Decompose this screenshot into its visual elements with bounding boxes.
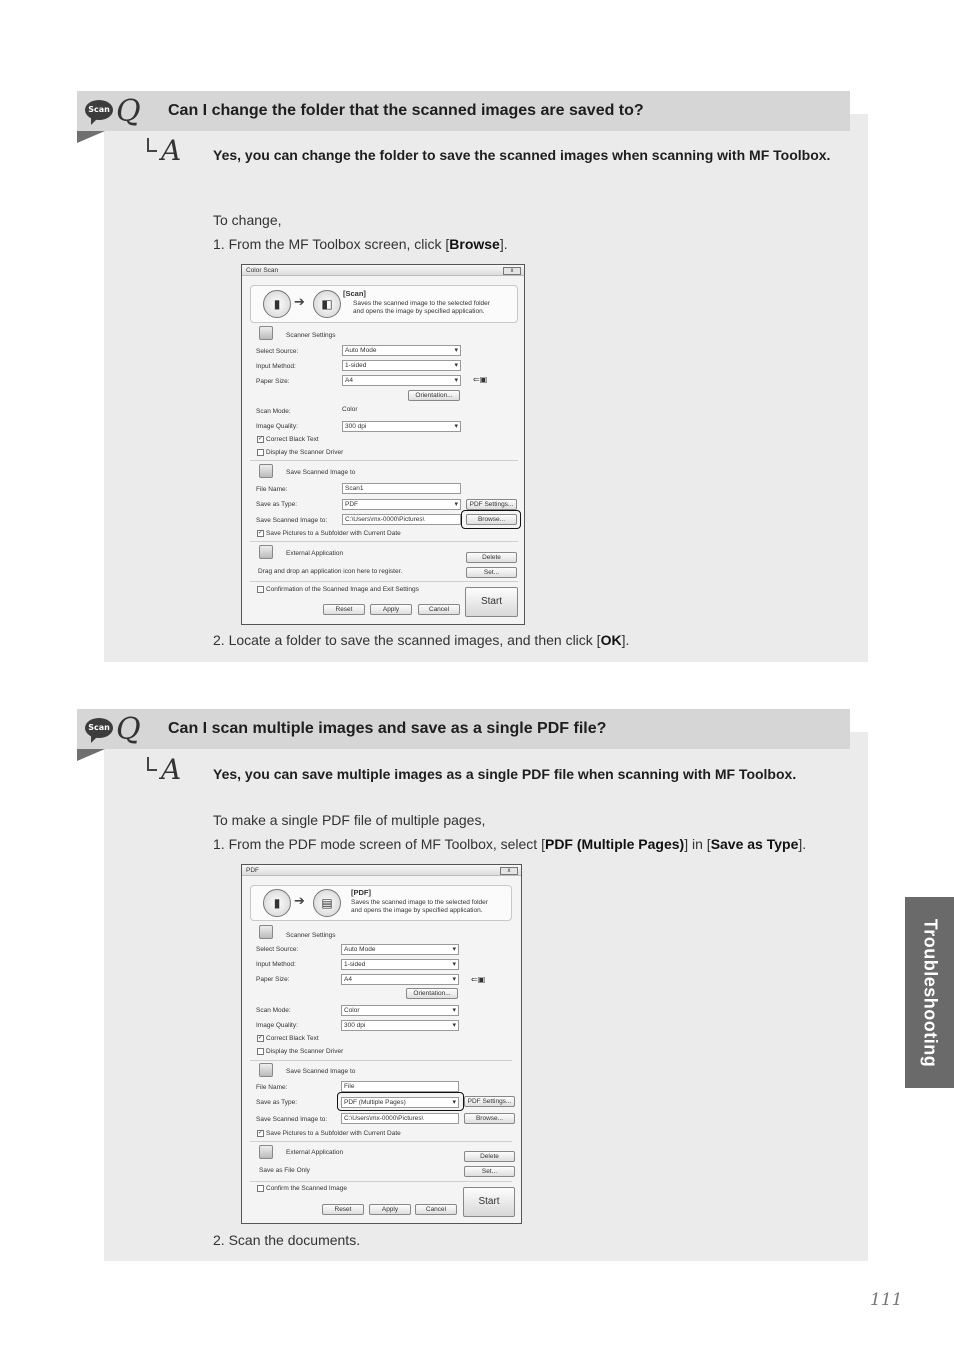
drag-drop-hint: Drag and drop an application icon here to register. bbox=[258, 568, 403, 575]
option-label: Correct Black Text bbox=[266, 1035, 319, 1042]
save-folder-icon bbox=[259, 1063, 273, 1077]
field-label: Save Scanned Image to: bbox=[256, 517, 328, 524]
option-label: Display the Scanner Driver bbox=[266, 1048, 344, 1055]
field-label: Image Quality: bbox=[256, 1022, 298, 1029]
scanner-settings-icon bbox=[259, 326, 273, 340]
input-method-combo[interactable]: 1-sided ▾ bbox=[341, 959, 459, 970]
set-button[interactable]: Set... bbox=[464, 1166, 515, 1177]
option-label: Save Pictures to a Subfolder with Current Date bbox=[266, 1130, 401, 1137]
scanner-icon: ▮ bbox=[263, 290, 291, 318]
section-label: Scanner Settings bbox=[286, 332, 336, 339]
cancel-button[interactable]: Cancel bbox=[415, 1204, 457, 1215]
step-text: ]. bbox=[621, 632, 630, 648]
scan-badge-icon: Scan bbox=[85, 718, 113, 738]
mode-title: [Scan] bbox=[343, 289, 366, 298]
pdf-settings-button[interactable]: PDF Settings... bbox=[464, 1096, 515, 1107]
step2-text-1 bbox=[213, 632, 629, 648]
divider bbox=[250, 460, 518, 461]
question-bar-1 bbox=[77, 91, 850, 131]
intro-text-1: To change, bbox=[213, 212, 282, 228]
close-icon[interactable]: x bbox=[500, 867, 518, 875]
orientation-button[interactable]: Orientation... bbox=[408, 390, 460, 401]
divider bbox=[250, 1060, 512, 1061]
input-method-combo[interactable]: 1-sided ▾ bbox=[342, 360, 461, 371]
step1-text-2 bbox=[213, 836, 806, 852]
step-bold: OK bbox=[600, 632, 622, 648]
dialog-title: PDF bbox=[246, 867, 259, 874]
field-label: Input Method: bbox=[256, 961, 296, 968]
field-label: Save as Type: bbox=[256, 501, 298, 508]
correct-black-text-checkbox[interactable]: ✓ bbox=[258, 436, 264, 442]
q-marker: Q bbox=[116, 94, 141, 129]
save-path-input[interactable]: C:\Users\mx-0000\Pictures\ bbox=[342, 514, 461, 525]
field-label: Save as Type: bbox=[256, 1099, 298, 1106]
step-bold: PDF (Multiple Pages) bbox=[544, 836, 685, 852]
a-marker: A bbox=[161, 753, 182, 786]
field-label: Paper Size: bbox=[256, 378, 290, 385]
apply-button[interactable]: Apply bbox=[369, 1204, 411, 1215]
mode-panel bbox=[250, 885, 512, 921]
field-label: File Name: bbox=[256, 1084, 288, 1091]
divider bbox=[250, 581, 518, 582]
select-source-combo[interactable]: Auto Mode ▾ bbox=[341, 944, 459, 955]
question-bar-2 bbox=[77, 709, 850, 749]
q-bar-fold bbox=[77, 131, 105, 143]
step-text: ] in [ bbox=[684, 836, 711, 852]
option-label: Correct Black Text bbox=[266, 436, 319, 443]
scan-mode-combo[interactable]: Color ▾ bbox=[341, 1005, 459, 1016]
step2-text-2: 2. Scan the documents. bbox=[213, 1232, 361, 1248]
option-label: Confirmation of the Scanned Image and Exit Settings bbox=[266, 586, 419, 593]
color-scan-dialog bbox=[241, 264, 525, 625]
confirmation-checkbox[interactable] bbox=[257, 586, 264, 593]
dialog-titlebar bbox=[242, 265, 524, 276]
field-label: Input Method: bbox=[256, 363, 296, 370]
swap-icon[interactable]: ⇐▣ bbox=[473, 375, 488, 384]
save-as-file-only: Save as File Only bbox=[259, 1167, 310, 1174]
browse-button[interactable]: Browse... bbox=[464, 1113, 515, 1124]
field-label: Scan Mode: bbox=[256, 408, 291, 415]
browse-button[interactable]: Browse... bbox=[466, 514, 517, 525]
dialog-title: Color Scan bbox=[246, 267, 279, 274]
pdf-dialog bbox=[241, 864, 522, 1224]
answer-text-2: Yes, you can save multiple images as a single PDF file when scanning with MF Toolbox. bbox=[213, 766, 797, 782]
step-bold: Save as Type bbox=[710, 836, 799, 852]
scan-badge-icon: Scan bbox=[85, 100, 113, 120]
page-number: 111 bbox=[870, 1290, 903, 1310]
external-app-icon bbox=[259, 1145, 273, 1159]
image-quality-combo[interactable]: 300 dpi ▾ bbox=[341, 1020, 459, 1031]
field-label: Scan Mode: bbox=[256, 1007, 291, 1014]
apply-button[interactable]: Apply bbox=[370, 604, 412, 615]
external-app-icon bbox=[259, 545, 273, 559]
confirm-checkbox[interactable] bbox=[257, 1185, 264, 1192]
step-text: 1. From the MF Toolbox screen, click [ bbox=[213, 236, 450, 252]
mode-panel bbox=[250, 285, 518, 323]
divider bbox=[250, 1181, 512, 1182]
save-path-input[interactable]: C:\Users\mx-0000\Pictures\ bbox=[341, 1113, 459, 1124]
paper-size-combo[interactable]: A4 ▾ bbox=[342, 375, 461, 386]
mode-desc: Saves the scanned image to the selected folder bbox=[353, 300, 490, 307]
paper-size-combo[interactable]: A4 ▾ bbox=[341, 974, 459, 985]
cancel-button[interactable]: Cancel bbox=[418, 604, 460, 615]
pdf-file-icon: ▤ bbox=[313, 889, 341, 917]
option-label: Display the Scanner Driver bbox=[266, 449, 344, 456]
question-text-2: Can I scan multiple images and save as a single PDF file? bbox=[168, 720, 607, 737]
section-label: Save Scanned Image to bbox=[286, 1068, 356, 1075]
section-label: External Application bbox=[286, 1149, 344, 1156]
arrow-right-icon: ➔ bbox=[294, 294, 305, 309]
select-source-combo[interactable]: Auto Mode ▾ bbox=[342, 345, 461, 356]
field-label: Save Scanned Image to: bbox=[256, 1116, 328, 1123]
reset-button[interactable]: Reset bbox=[323, 604, 365, 615]
answer-text-1: Yes, you can change the folder to save the scanned images when scanning with MF Toolbox. bbox=[213, 147, 831, 163]
delete-button[interactable]: Delete bbox=[464, 1151, 515, 1162]
orientation-button[interactable]: Orientation... bbox=[406, 988, 458, 999]
a-marker: A bbox=[161, 134, 182, 167]
start-button[interactable]: Start bbox=[463, 1187, 515, 1217]
mode-title: [PDF] bbox=[351, 888, 371, 897]
side-tab-label: Troubleshooting bbox=[920, 918, 940, 1067]
field-label: File Name: bbox=[256, 486, 288, 493]
step-text: ]. bbox=[499, 236, 508, 252]
answer-corner-icon bbox=[147, 757, 157, 771]
set-button[interactable]: Set... bbox=[466, 567, 517, 578]
display-driver-checkbox[interactable] bbox=[257, 449, 264, 456]
pdf-settings-button[interactable]: PDF Settings... bbox=[466, 499, 517, 510]
section-side-tab bbox=[905, 897, 954, 1088]
reset-button[interactable]: Reset bbox=[322, 1204, 364, 1215]
swap-icon[interactable]: ⇐▣ bbox=[471, 975, 486, 984]
start-button[interactable]: Start bbox=[465, 587, 518, 617]
step-text: 2. Locate a folder to save the scanned images, and then click [ bbox=[213, 632, 601, 648]
image-quality-combo[interactable]: 300 dpi ▾ bbox=[342, 421, 461, 432]
file-name-input[interactable]: File bbox=[341, 1081, 459, 1092]
option-label: Confirm the Scanned Image bbox=[266, 1185, 347, 1192]
section-label: Save Scanned Image to bbox=[286, 469, 356, 476]
section-label: Scanner Settings bbox=[286, 932, 336, 939]
q-marker: Q bbox=[116, 712, 141, 747]
answer-corner-icon bbox=[147, 138, 157, 152]
section-label: External Application bbox=[286, 550, 344, 557]
save-as-type-combo[interactable]: PDF (Multiple Pages) ▾ bbox=[341, 1097, 459, 1108]
subfolder-checkbox[interactable]: ✓ bbox=[258, 530, 264, 536]
divider bbox=[250, 541, 518, 542]
intro-text-2: To make a single PDF file of multiple pages, bbox=[213, 812, 486, 828]
step-text: 1. From the PDF mode screen of MF Toolbox, select [ bbox=[213, 836, 545, 852]
folder-icon: ◧ bbox=[313, 290, 341, 318]
step-bold: Browse bbox=[449, 236, 500, 252]
browse-highlight bbox=[461, 510, 521, 529]
file-name-input[interactable]: Scan1 bbox=[342, 483, 461, 494]
save-as-type-combo[interactable]: PDF ▾ bbox=[342, 499, 461, 510]
mode-desc: Saves the scanned image to the selected folder bbox=[351, 899, 488, 906]
close-icon[interactable]: x bbox=[503, 267, 521, 275]
save-as-type-highlight bbox=[337, 1092, 464, 1111]
field-label: Paper Size: bbox=[256, 976, 290, 983]
option-label: Save Pictures to a Subfolder with Current Date bbox=[266, 530, 401, 537]
step1-text-1 bbox=[213, 236, 508, 252]
mode-desc: and opens the image by specified application. bbox=[351, 907, 483, 914]
question-text-1: Can I change the folder that the scanned images are saved to? bbox=[168, 102, 644, 119]
field-label: Select Source: bbox=[256, 348, 299, 355]
correct-black-text-checkbox[interactable]: ✓ bbox=[258, 1035, 264, 1041]
field-label: Select Source: bbox=[256, 946, 299, 953]
divider bbox=[250, 1141, 512, 1142]
save-folder-icon bbox=[259, 464, 273, 478]
scanner-settings-icon bbox=[259, 925, 273, 939]
display-driver-checkbox[interactable] bbox=[257, 1048, 264, 1055]
mode-desc: and opens the image by specified application. bbox=[353, 308, 485, 315]
field-label: Image Quality: bbox=[256, 423, 298, 430]
scanner-icon: ▮ bbox=[263, 889, 291, 917]
arrow-right-icon: ➔ bbox=[294, 893, 305, 908]
delete-button[interactable]: Delete bbox=[466, 552, 517, 563]
q-bar-fold bbox=[77, 749, 105, 761]
subfolder-checkbox[interactable]: ✓ bbox=[258, 1130, 264, 1136]
dialog-titlebar bbox=[242, 865, 521, 876]
step-text: ]. bbox=[798, 836, 807, 852]
scan-mode-value: Color bbox=[342, 406, 358, 413]
